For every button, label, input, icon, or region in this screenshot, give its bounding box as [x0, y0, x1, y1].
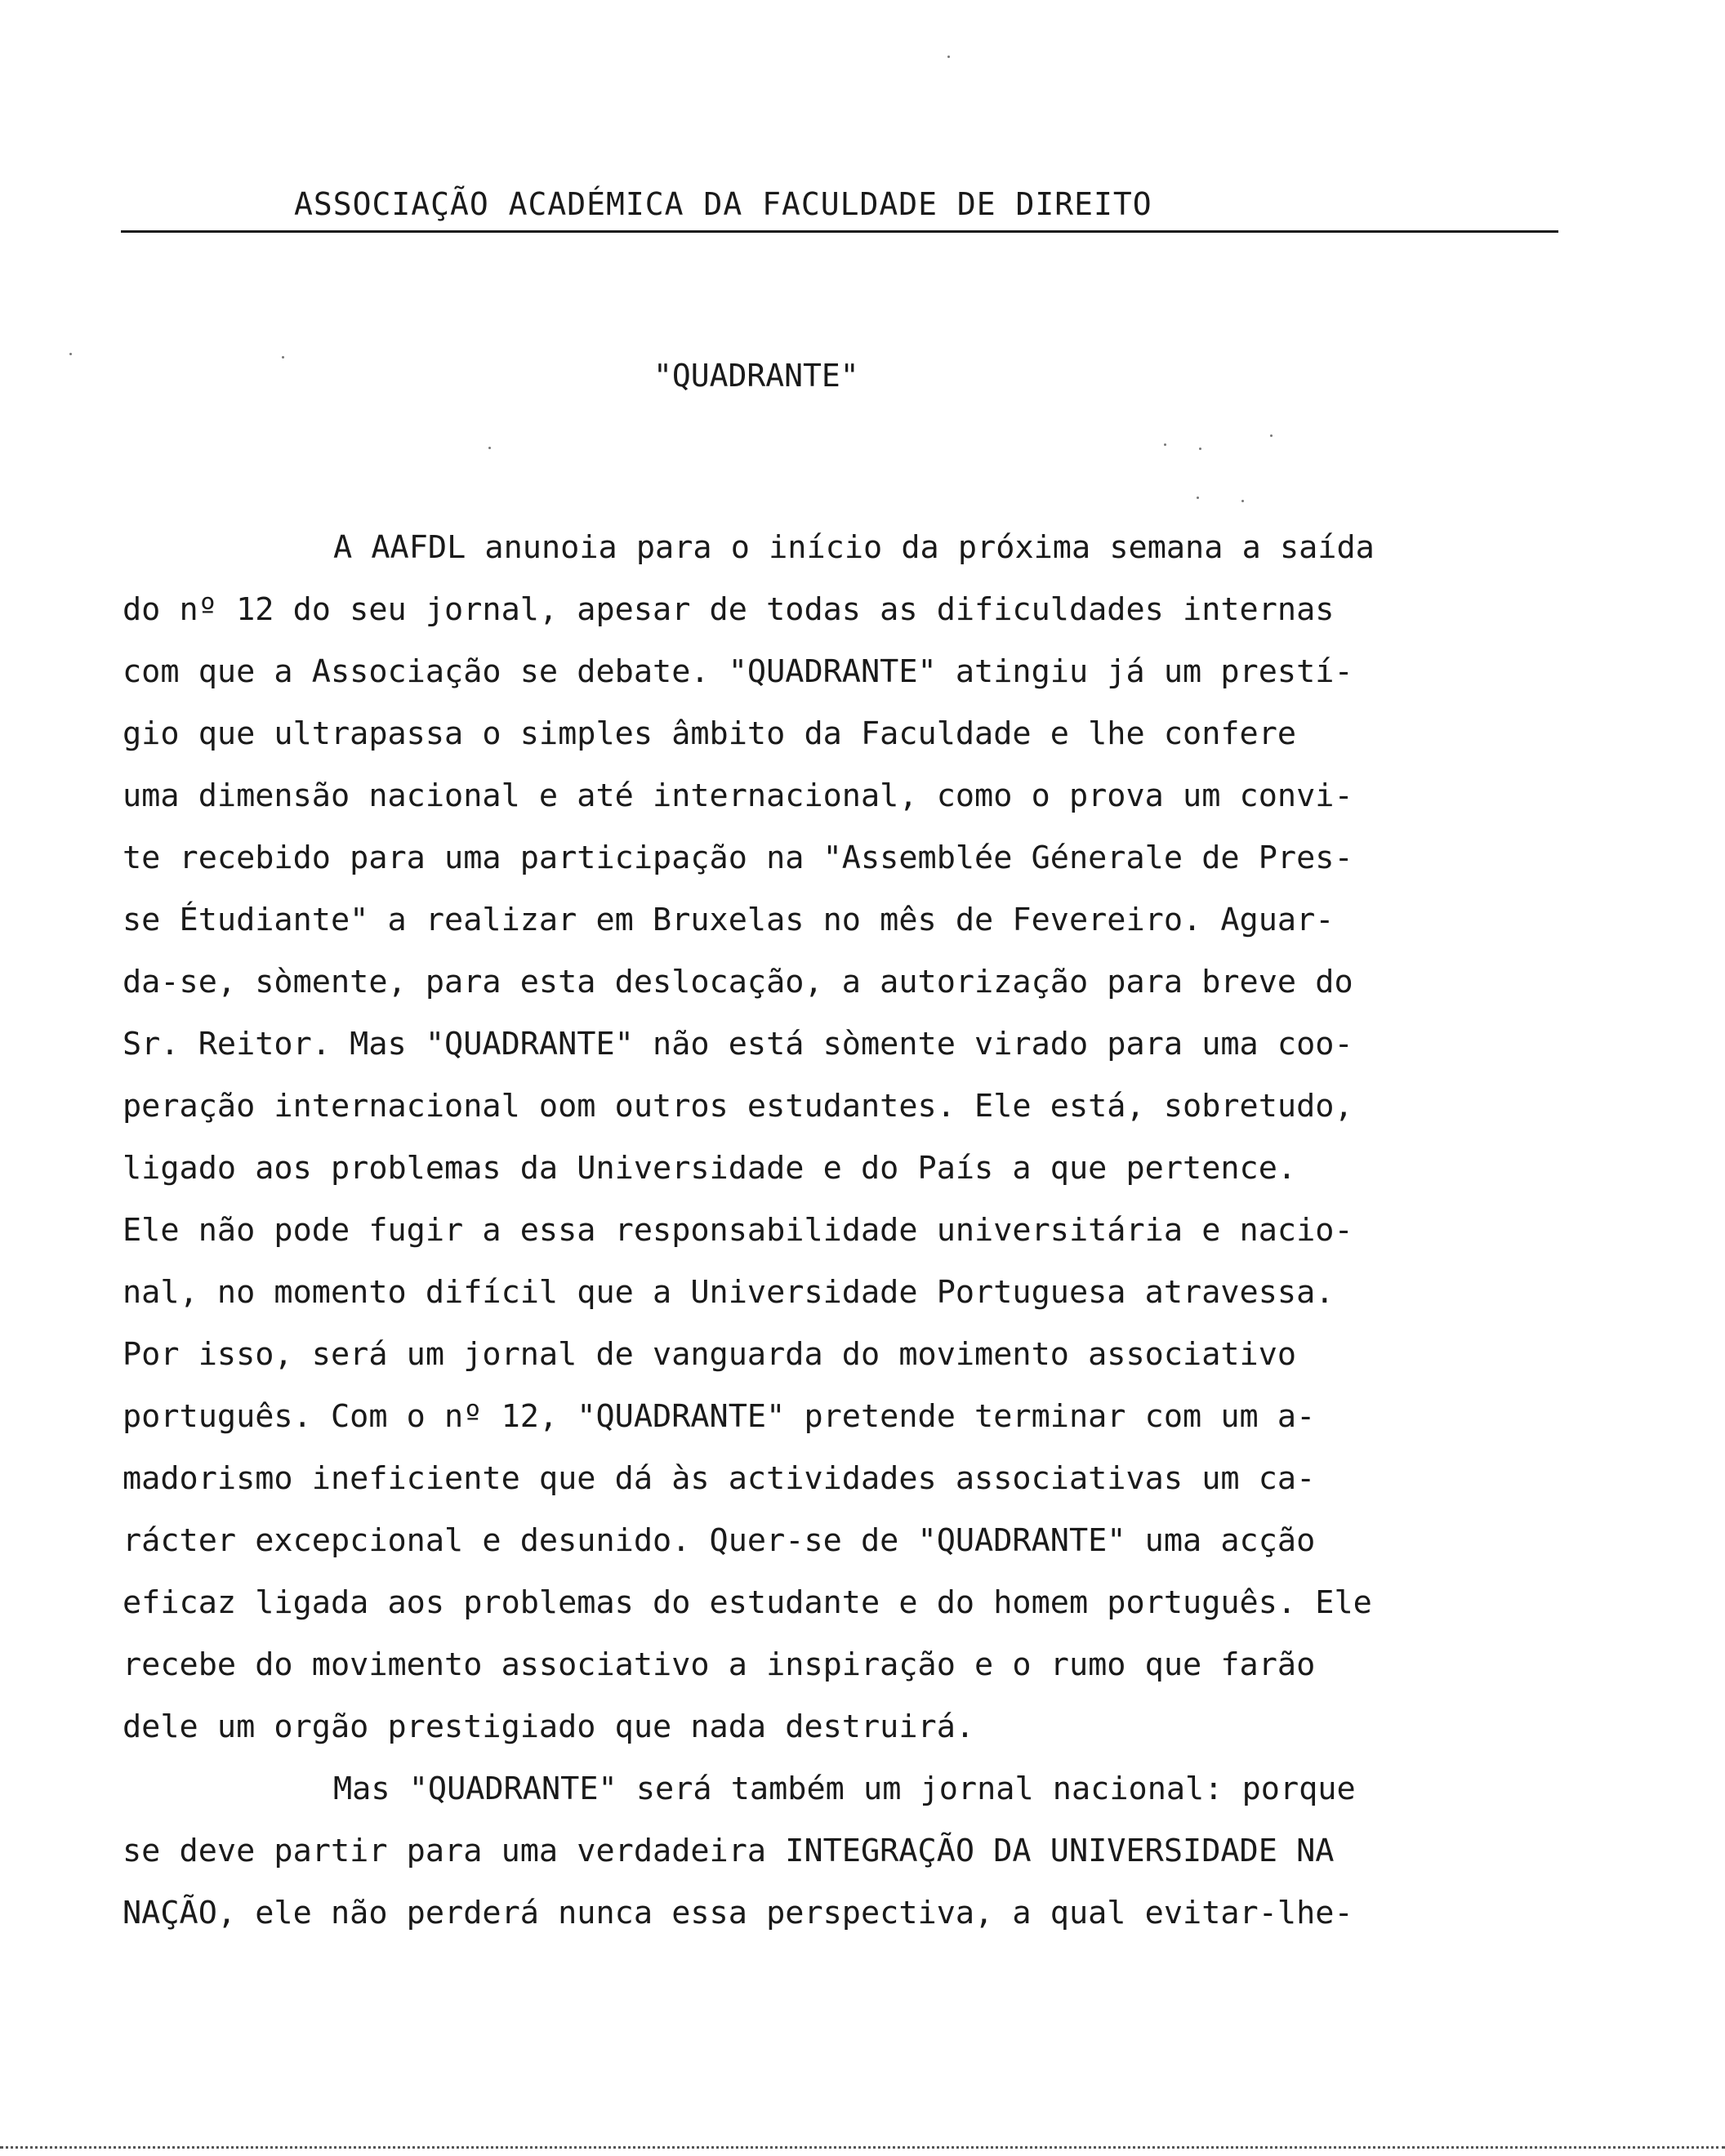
- text-line: nal, no momento difícil que a Universidade Portuguesa atravessa.: [123, 1274, 1335, 1311]
- scan-speck: [1199, 448, 1201, 450]
- text-line: dele um orgão prestigiado que nada destruirá.: [123, 1708, 975, 1745]
- text-line: uma dimensão nacional e até internacional, como o prova um convi-: [123, 777, 1353, 814]
- text-line: rácter excepcional e desunido. Quer-se de "QUADRANTE" uma acção: [123, 1522, 1316, 1559]
- text-line: Mas "QUADRANTE" será também um jornal nacional: porque: [333, 1771, 1356, 1807]
- text-line: madorismo ineficiente que dá às actividades associativas um ca-: [123, 1460, 1316, 1497]
- text-line: A AAFDL anunoia para o início da próxima semana a saída: [333, 529, 1375, 566]
- scan-speck: [1164, 443, 1166, 446]
- scan-speck: [488, 447, 491, 449]
- document-title: "QUADRANTE": [653, 358, 859, 394]
- text-line: ligado aos problemas da Universidade e do País a que pertence.: [123, 1150, 1297, 1187]
- text-line: eficaz ligada aos problemas do estudante e do homem português. Ele: [123, 1584, 1372, 1621]
- text-line: Sr. Reitor. Mas "QUADRANTE" não está sòmente virado para uma coo-: [123, 1026, 1353, 1062]
- text-line: com que a Associação se debate. "QUADRANTE" atingiu já um prestí-: [123, 653, 1353, 690]
- text-line: do nº 12 do seu jornal, apesar de todas as dificuldades internas: [123, 591, 1335, 628]
- text-line: Ele não pode fugir a essa responsabilidade universitária e nacio-: [123, 1212, 1353, 1249]
- text-line: português. Com o nº 12, "QUADRANTE" pretende terminar com um a-: [123, 1398, 1316, 1435]
- text-line: Por isso, será um jornal de vanguarda do movimento associativo: [123, 1336, 1297, 1373]
- scan-speck: [1241, 500, 1244, 502]
- scan-speck: [947, 56, 950, 58]
- header-underline: [121, 230, 1558, 233]
- text-line: gio que ultrapassa o simples âmbito da Faculdade e lhe confere: [123, 715, 1297, 752]
- scan-edge-noise: [0, 2146, 1725, 2149]
- scan-speck: [282, 356, 284, 359]
- text-line: se Étudiante" a realizar em Bruxelas no mês de Fevereiro. Aguar-: [123, 902, 1335, 938]
- text-line: te recebido para uma participação na "Assemblée Génerale de Pres-: [123, 840, 1353, 876]
- text-line: se deve partir para uma verdadeira INTEGRAÇÃO DA UNIVERSIDADE NA: [123, 1833, 1335, 1869]
- text-line: peração internacional oom outros estudantes. Ele está, sobretudo,: [123, 1088, 1353, 1125]
- scan-speck: [1270, 434, 1273, 437]
- text-line: NAÇÃO, ele não perderá nunca essa perspectiva, a qual evitar-lhe-: [123, 1895, 1353, 1931]
- scan-speck: [69, 353, 72, 355]
- text-line: recebe do movimento associativo a inspiração e o rumo que farão: [123, 1646, 1316, 1683]
- body-text: [123, 517, 1511, 1944]
- text-line: da-se, sòmente, para esta deslocação, a autorização para breve do: [123, 964, 1353, 1000]
- association-header: ASSOCIAÇÃO ACADÉMICA DA FACULDADE DE DIREITO: [294, 186, 1152, 222]
- scan-speck: [1197, 497, 1199, 499]
